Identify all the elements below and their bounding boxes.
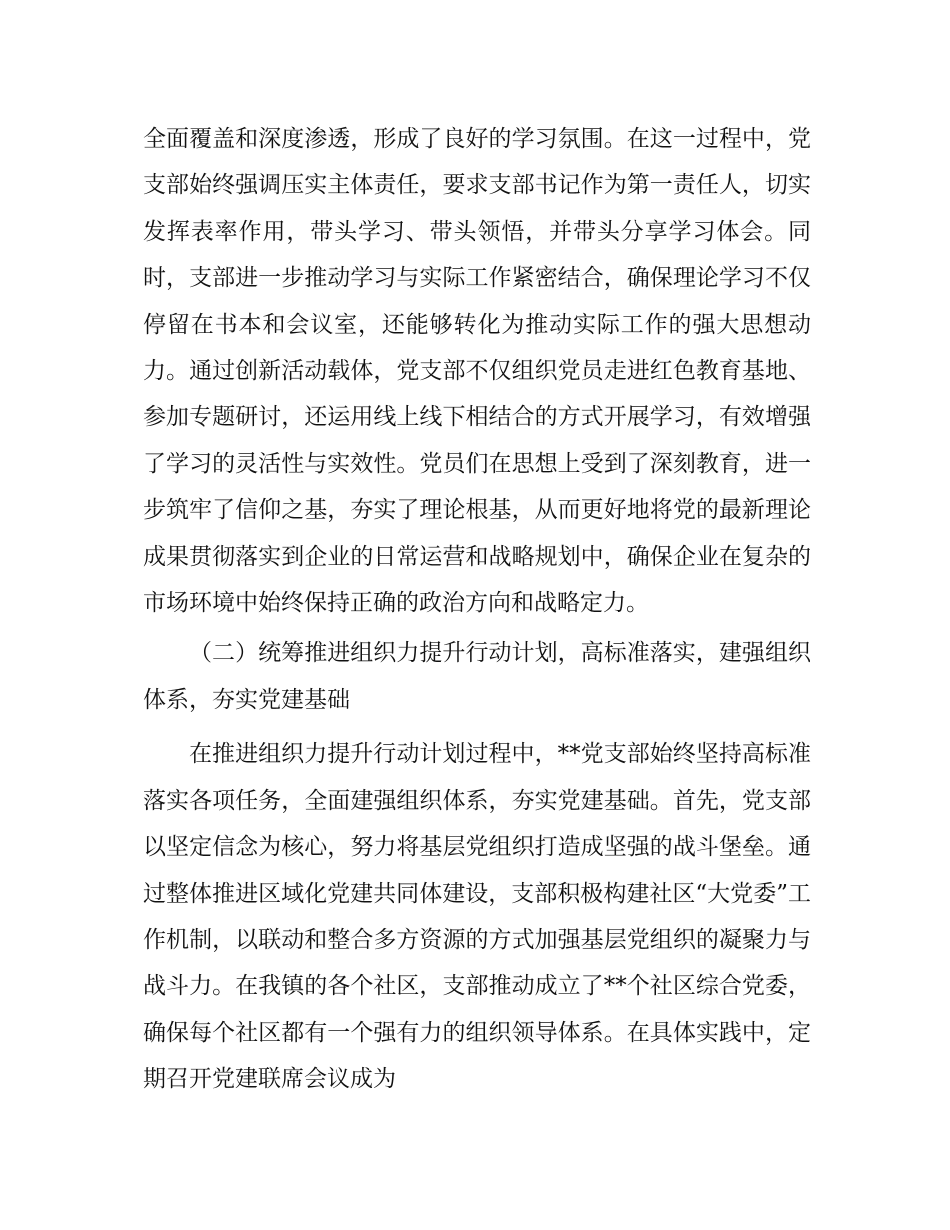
body-paragraph-1: 全面覆盖和深度渗透，形成了良好的学习氛围。在这一过程中，党支部始终强调压实主体责任，要求支部书记作为第一责任人，切实发挥表率作用，带头学习、带头领悟，并带头分享学习体会。同时，支部进一步推动学习与实际工作紧密结合，确保理论学习不仅停留在书本和会议室，还能够转化为推动实际工作的强大思想动力。通过创新活动载体，党支部不仅组织党员走进红色教育基地、参加专题研讨，还运用线上线下相结合的方式开展学习，有效增强了学习的灵活性与实效性。党员们在思想上受到了深刻教育，进一步筑牢了信仰之基，夯实了理论根基，从而更好地将党的最新理论成果贯彻落实到企业的日常运营和战略规划中，确保企业在复杂的市场环境中始终保持正确的政治方向和战略定力。 — [143, 126, 811, 617]
section-heading-2: （二）统筹推进组织力提升行动计划，高标准落实，建强组织体系，夯实党建基础 — [143, 640, 811, 713]
document-body — [143, 116, 811, 1103]
body-paragraph-2: 在推进组织力提升行动计划过程中，**党支部始终坚持高标准落实各项任务，全面建强组织体系，夯实党建基础。首先，党支部以坚定信念为核心，努力将基层党组织打造成坚强的战斗堡垒。通过整体推进区域化党建共同体建设，支部积极构建社区“大党委”工作机制，以联动和整合多方资源的方式加强基层党组织的凝聚力与战斗力。在我镇的各个社区，支部推动成立了**个社区综合党委，确保每个社区都有一个强有力的组织领导体系。在具体实践中，定期召开党建联席会议成为 — [143, 741, 811, 1093]
